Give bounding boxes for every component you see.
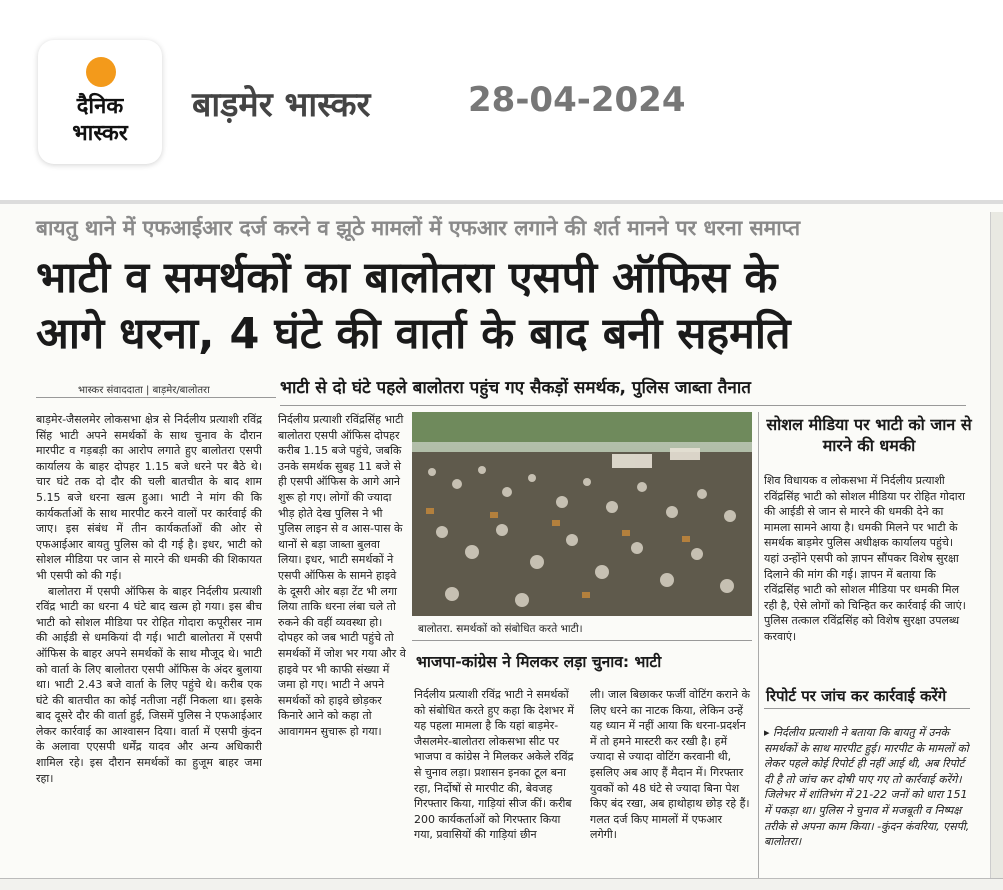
article-column-5 — [764, 462, 970, 678]
headline-line2: आगे धरना, 4 घंटे की वार्ता के बाद बनी सहमति — [36, 309, 791, 359]
article-column-6 — [764, 714, 970, 884]
logo-text-line2: भास्कर — [72, 121, 128, 146]
article-column-3 — [414, 676, 576, 876]
report-headline: रिपोर्ट पर जांच कर कार्रवाई करेंगे — [766, 687, 947, 705]
headline-line1: भाटी व समर्थकों का बालोतरा एसपी ऑफिस के — [36, 253, 778, 303]
next-article-edge — [0, 878, 1003, 890]
page-header — [0, 0, 1003, 190]
article-headline — [36, 250, 976, 362]
byline-rule — [36, 397, 276, 398]
dainik-bhaskar-logo — [38, 40, 162, 164]
sp-statement-paragraph: ▸ निर्दलीय प्रत्याशी ने बताया कि बायतु में उनके समर्थकों के साथ मारपीट हुई। मारपीट के मामलों को लेकर पहले कोई रिपोर्ट ही नहीं आई थी, अब रिपोर्ट दी है तो जांच कर दोषी पाए गए तो कार्रवाई करेंगे। जिलेभर में शांतिभंग में 21-22 जनों को धारा 151 में पकड़ा था। पुलिस ने चुनाव में मजबूती व निष्पक्ष तरीके से अपना काम किया। -कुंदन कंवरिया, एसपी, बालोतरा। — [764, 726, 970, 849]
speech-paragraph-1: निर्दलीय प्रत्याशी रविंद्र भाटी ने समर्थकों को संबोधित करते हुए कहा कि देशभर में यह पहला मामला है कि यहां बाड़मेर-जैसलमेर-बालोतरा लोकसभा सीट पर भाजपा व कांग्रेस ने मिलकर अकेले रविंद्र से चुनाव लड़ा। प्रशासन इनका टूल बना रहा, निर्दोषों से मारपीट की, बेवजह गिरफ्तार किया, गाड़ियां सीज कीं। करीब 200 कार्यकर्ताओं को गिरफ्तार किया गया, प्रवासियों की गाड़ियां छीन — [414, 688, 574, 842]
threat-paragraph: शिव विधायक व लोकसभा में निर्दलीय प्रत्याशी रविंद्रसिंह भाटी को सोशल मीडिया पर रोहित गोदारा की आईडी से जान से मारने की धमकी देने का मामला सामने आया है। धमकी मिलने पर भाटी के समर्थक बाड़मेर पुलिस अधीक्षक कार्यालय पहुंचे। यहां उन्होंने एसपी को ज्ञापन सौंपकर विशेष सुरक्षा दिलाने की मांग की गई। ज्ञापन में बताया कि रविंद्रसिंह भाटी को सोशल मीडिया पर धमकी मिल रही है, ऐसे लोगों को चिन्हित कर कार्रवाई की जाएं। पुलिस तत्काल रविंद्रसिंह को विशेष सुरक्षा उपलब्ध करवाएं। — [764, 474, 966, 643]
publication-date: 28-04-2024 — [468, 80, 686, 120]
column-rule — [758, 412, 759, 882]
sub-headline: भाटी से दो घंटे पहले बालोतरा पहुंच गए सैकड़ों समर्थक, पुलिस जाब्ता तैनात — [280, 375, 966, 406]
paragraph-1: बाड़मेर-जैसलमेर लोकसभा क्षेत्र से निर्दलीय प्रत्याशी रविंद्र सिंह भाटी अपने समर्थकों के साथ चुनाव के दौरान मारपीट व गड़बड़ी का आरोप लगाते हुए बालोतरा एसपी कार्यालय के बाहर दोपहर 1.15 बजे धरने पर बैठे थे। चार घंटे तक दो दौर की चली बातचीत के बाद शाम 5.15 बजे धरना खत्म हुआ। भाटी ने मांग की कि कार्यकर्ताओं के साथ मारपीट करने वालों पर कार्रवाई की जाए। इस संबंध में तीन कार्यकर्ताओं की ओर से एफआईआर बायतु पुलिस को दी गई है। इधर, भाटी को सोशल मीडिया पर जान से मारने की धमकी की शिकायत भी एसपी को की गई। — [36, 413, 262, 582]
article-column-1 — [36, 412, 262, 874]
crowd-photo-graphic — [412, 412, 752, 616]
paragraph-2: बालोतरा में एसपी ऑफिस के बाहर निर्दलीय प्रत्याशी रविंद्र भाटी का धरना 4 घंटे बाद खत्म हो गया। इस बीच भाटी को सोशल मीडिया पर रोहित गोदारा कपूरीसर नाम की आईडी से धमकियां दी गई। भाटी बालोतरा में एसपी ऑफिस के बाहर अपने समर्थकों के साथ मौजूद थे। भाटी को वार्ता के लिए बालोतरा एसपी ऑफिस के अंदर बुलाया था। भाटी 2.43 बजे वार्ता के लिए पहुंचे थे। करीब एक घंटे की बातचीत का कोई नतीजा नहीं निकला था। इसके बाद दूसरे दौर की वार्ता हुई, जिसमें पुलिस ने एफआईआर लेकर कार्रवाई का आश्वासन दिया। वार्ता में एसपी कुंदन के अलावा एएसपी धर्मेंद्र यादव और अन्य अधिकारी शामिल रहे। इस दौरान समर्थकों का हुजूम बाहर जमा रहा। — [36, 584, 262, 785]
photo-caption: बालोतरा. समर्थकों को संबोधित करते भाटी। — [418, 623, 583, 635]
byline: भास्कर संवाददाता | बाड़मेर/बालोतरा — [78, 385, 210, 396]
header-divider — [0, 200, 1003, 204]
article-kicker: बायतु थाने में एफआईआर दर्ज करने व झूठे मामलों में एफआर लगाने की शर्त मानने पर धरना समाप्त — [36, 216, 801, 240]
speech-paragraph-2: ली। जाल बिछाकर फर्जी वोटिंग कराने के लिए धरने का नाटक किया, लेकिन उन्हें यह ध्यान में नहीं आया कि धरना-प्रदर्शन में तो हमने मास्टरी कर रखी है। हमें ज्यादा से ज्यादा वोटिंग करवानी थी, इसलिए अब आए हैं मैदान में। गिरफ्तार युवकों को 48 घंटे से ज्यादा बिना पेश किए बंद रखा, अब हाथोहाथ छोड़ रहे हैं। गलत दर्ज किए मामलों में एफआर लगेगी। — [590, 688, 750, 842]
report-rule — [764, 708, 970, 709]
sun-icon — [86, 57, 116, 87]
publication-name: बाड़मेर भास्कर — [192, 85, 371, 125]
article-column-4 — [590, 676, 752, 876]
supporters-paragraph: निर्दलीय प्रत्याशी रविंद्रसिंह भाटी बालोतरा एसपी ऑफिस दोपहर करीब 1.15 बजे पहुंचे, जबकि उनके समर्थक सुबह 11 बजे से ही एसपी ऑफिस के आगे आने शुरू हो गए। लोगों की ज्यादा भीड़ होते देख पुलिस ने भी पुलिस लाइन से व आस-पास के थानों से बड़ा जाब्ता बुलवा लिया। इधर, भाटी समर्थकों ने एसपी ऑफिस के सामने हाइवे के दूसरी ओर बड़ा टेंट भी लगा लिया ताकि धरना लंबा चले तो रुकने की वहीं व्यवस्था हो। दोपहर को जब भाटी पहुंचे तो समर्थकों में जोश भर गया और वे हाइवे पर भी काफी संख्या में जमा हो गए। भाटी ने अपने समर्थकों को हाइवे छोड़कर किनारे आने को कहा तो आवागमन सुचारू हो गया। — [278, 413, 406, 738]
threat-headline: सोशल मीडिया पर भाटी को जान से मारने की धमकी — [766, 415, 972, 455]
adjacent-page-edge — [990, 212, 1003, 882]
article-column-2 — [278, 412, 406, 874]
bjp-congress-headline: भाजपा-कांग्रेस ने मिलकर लड़ा चुनाव: भाटी — [416, 653, 662, 671]
caption-rule — [412, 640, 752, 641]
logo-text-line1: दैनिक — [76, 94, 124, 119]
crowd-photo — [412, 412, 752, 616]
